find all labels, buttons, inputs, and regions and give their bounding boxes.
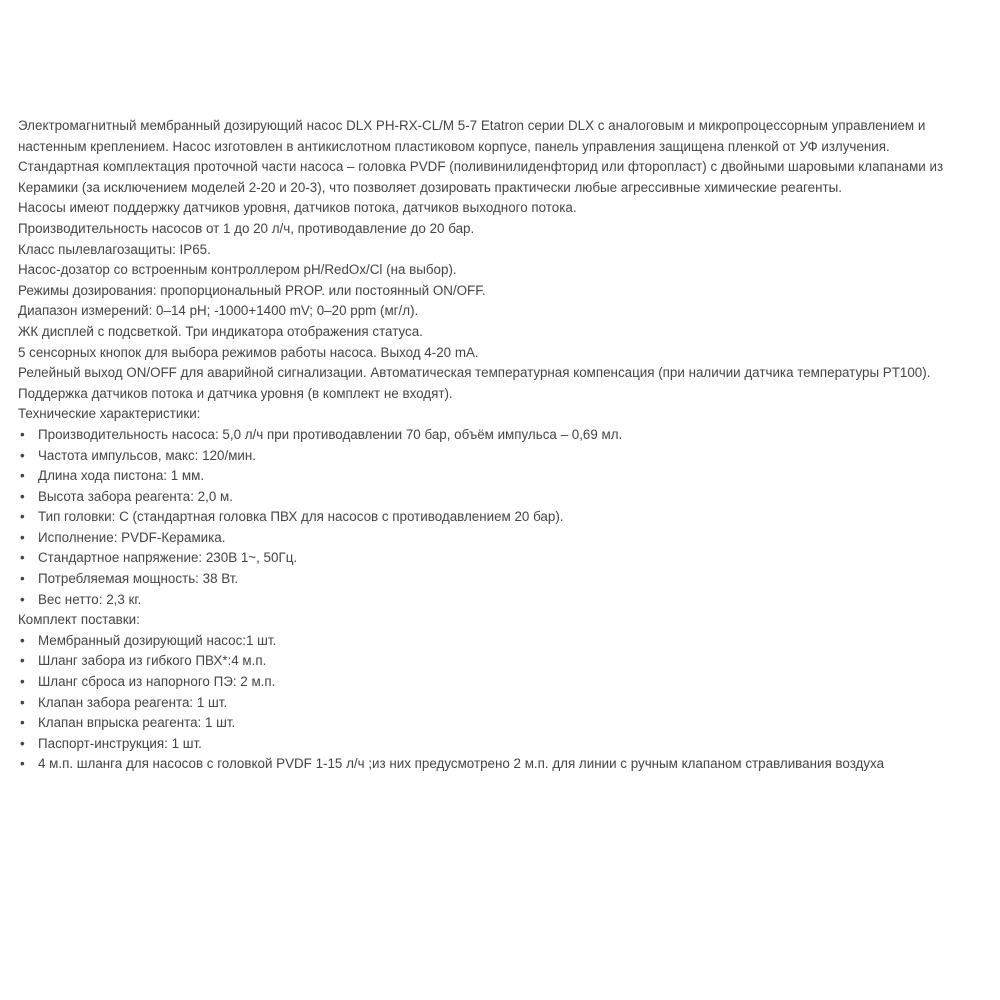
intro-paragraph-10: 5 сенсорных кнопок для выбора режимов работы насоса. Выход 4-20 mA. [18,344,479,360]
package-heading: Комплект поставки: [18,612,140,628]
bullet-icon: • [20,509,25,525]
list-item [18,446,980,467]
list-item-text: Паспорт-инструкция: 1 шт. [38,735,202,751]
bullet-icon: • [20,571,25,587]
list-item [18,713,980,734]
bullet-icon: • [20,591,25,607]
bullet-icon: • [20,529,25,545]
list-item [18,569,980,590]
list-item [18,528,980,549]
list-item [18,631,980,652]
list-item [18,651,980,672]
list-item-text: Потребляемая мощность: 38 Вт. [38,571,239,587]
list-item-text: Мембранный дозирующий насос:1 шт. [38,632,277,648]
bullet-icon: • [20,674,25,690]
list-item-text: Вес нетто: 2,3 кг. [38,591,142,607]
bullet-icon: • [20,756,25,772]
list-item-text: Клапан впрыска реагента: 1 шт. [38,715,236,731]
list-item [18,734,980,755]
list-item-text: Производительность насоса: 5,0 л/ч при противодавлении 70 бар, объём импульса – 0,69 мл. [38,426,623,442]
intro-paragraph-8: Диапазон измерений: 0–14 pH; -1000+1400 mV; 0–20 ppm (мг/л). [18,303,419,319]
intro-paragraph-2: Стандартная комплектация проточной части насоса – головка PVDF (поливинилиденфторид или фторопласт) с двойными шаровыми клапанами из Керамики (за исключением моделей 2-20 и 20-3), что позволяет дозировать практически любые агрессивные химические реагенты. [18,159,944,195]
list-item [18,487,980,508]
bullet-icon: • [20,694,25,710]
package-list [18,631,980,775]
list-item [18,672,980,693]
bullet-icon: • [20,653,25,669]
list-item-text: 4 м.п. шланга для насосов с головкой PVDF 1-15 л/ч ;из них предусмотрено 2 м.п. для линии с ручным клапаном стравливания воздуха [38,756,885,772]
intro-paragraph-7: Режимы дозирования: пропорциональный PROP. или постоянный ON/OFF. [18,282,486,298]
list-item-text: Шланг забора из гибкого ПВХ*:4 м.п. [38,653,267,669]
bullet-icon: • [20,735,25,751]
intro-paragraph-11: Релейный выход ON/OFF для аварийной сигнализации. Автоматическая температурная компенсация (при наличии датчика температуры PT100). [18,365,931,381]
intro-paragraph-3: Насосы имеют поддержку датчиков уровня, датчиков потока, датчиков выходного потока. [18,200,577,216]
list-item-text: Шланг сброса из напорного ПЭ: 2 м.п. [38,674,276,690]
list-item [18,693,980,714]
intro-paragraph-1: Электромагнитный мембранный дозирующий насос DLX PH-RX-CL/M 5-7 Etatron серии DLX с аналоговым и микропроцессорным управлением и настенным креплением. Насос изготовлен в антикислотном пластиковом корпусе, панель управления защищена пленкой от УФ излучения. [18,118,926,154]
intro-paragraph-4: Производительность насосов от 1 до 20 л/ч, противодавление до 20 бар. [18,220,475,236]
bullet-icon: • [20,632,25,648]
intro-paragraph-5: Класс пылевлагозащиты: IP65. [18,241,211,257]
list-item [18,466,980,487]
list-item-text: Высота забора реагента: 2,0 м. [38,488,233,504]
intro-paragraph-6: Насос-дозатор со встроенным контроллером pH/RedOx/Cl (на выбор). [18,262,457,278]
list-item [18,548,980,569]
intro-paragraph-12: Поддержка датчиков потока и датчика уровня (в комплект не входят). [18,385,453,401]
list-item-text: Клапан забора реагента: 1 шт. [38,694,228,710]
intro-paragraph-9: ЖК дисплей с подсветкой. Три индикатора отображения статуса. [18,323,423,339]
specs-list [18,425,980,610]
list-item-text: Тип головки: С (стандартная головка ПВХ для насосов с противодавлением 20 бар). [38,509,564,525]
list-item [18,754,980,775]
bullet-icon: • [20,715,25,731]
list-item-text: Частота импульсов, макс: 120/мин. [38,447,256,463]
bullet-icon: • [20,488,25,504]
list-item-text: Длина хода пистона: 1 мм. [38,468,205,484]
bullet-icon: • [20,426,25,442]
bullet-icon: • [20,447,25,463]
list-item [18,507,980,528]
list-item [18,590,980,611]
bullet-icon: • [20,550,25,566]
specs-heading: Технические характеристики: [18,406,201,422]
list-item [18,425,980,446]
list-item-text: Стандартное напряжение: 230В 1~, 50Гц. [38,550,298,566]
list-item-text: Исполнение: PVDF-Керамика. [38,529,226,545]
bullet-icon: • [20,468,25,484]
